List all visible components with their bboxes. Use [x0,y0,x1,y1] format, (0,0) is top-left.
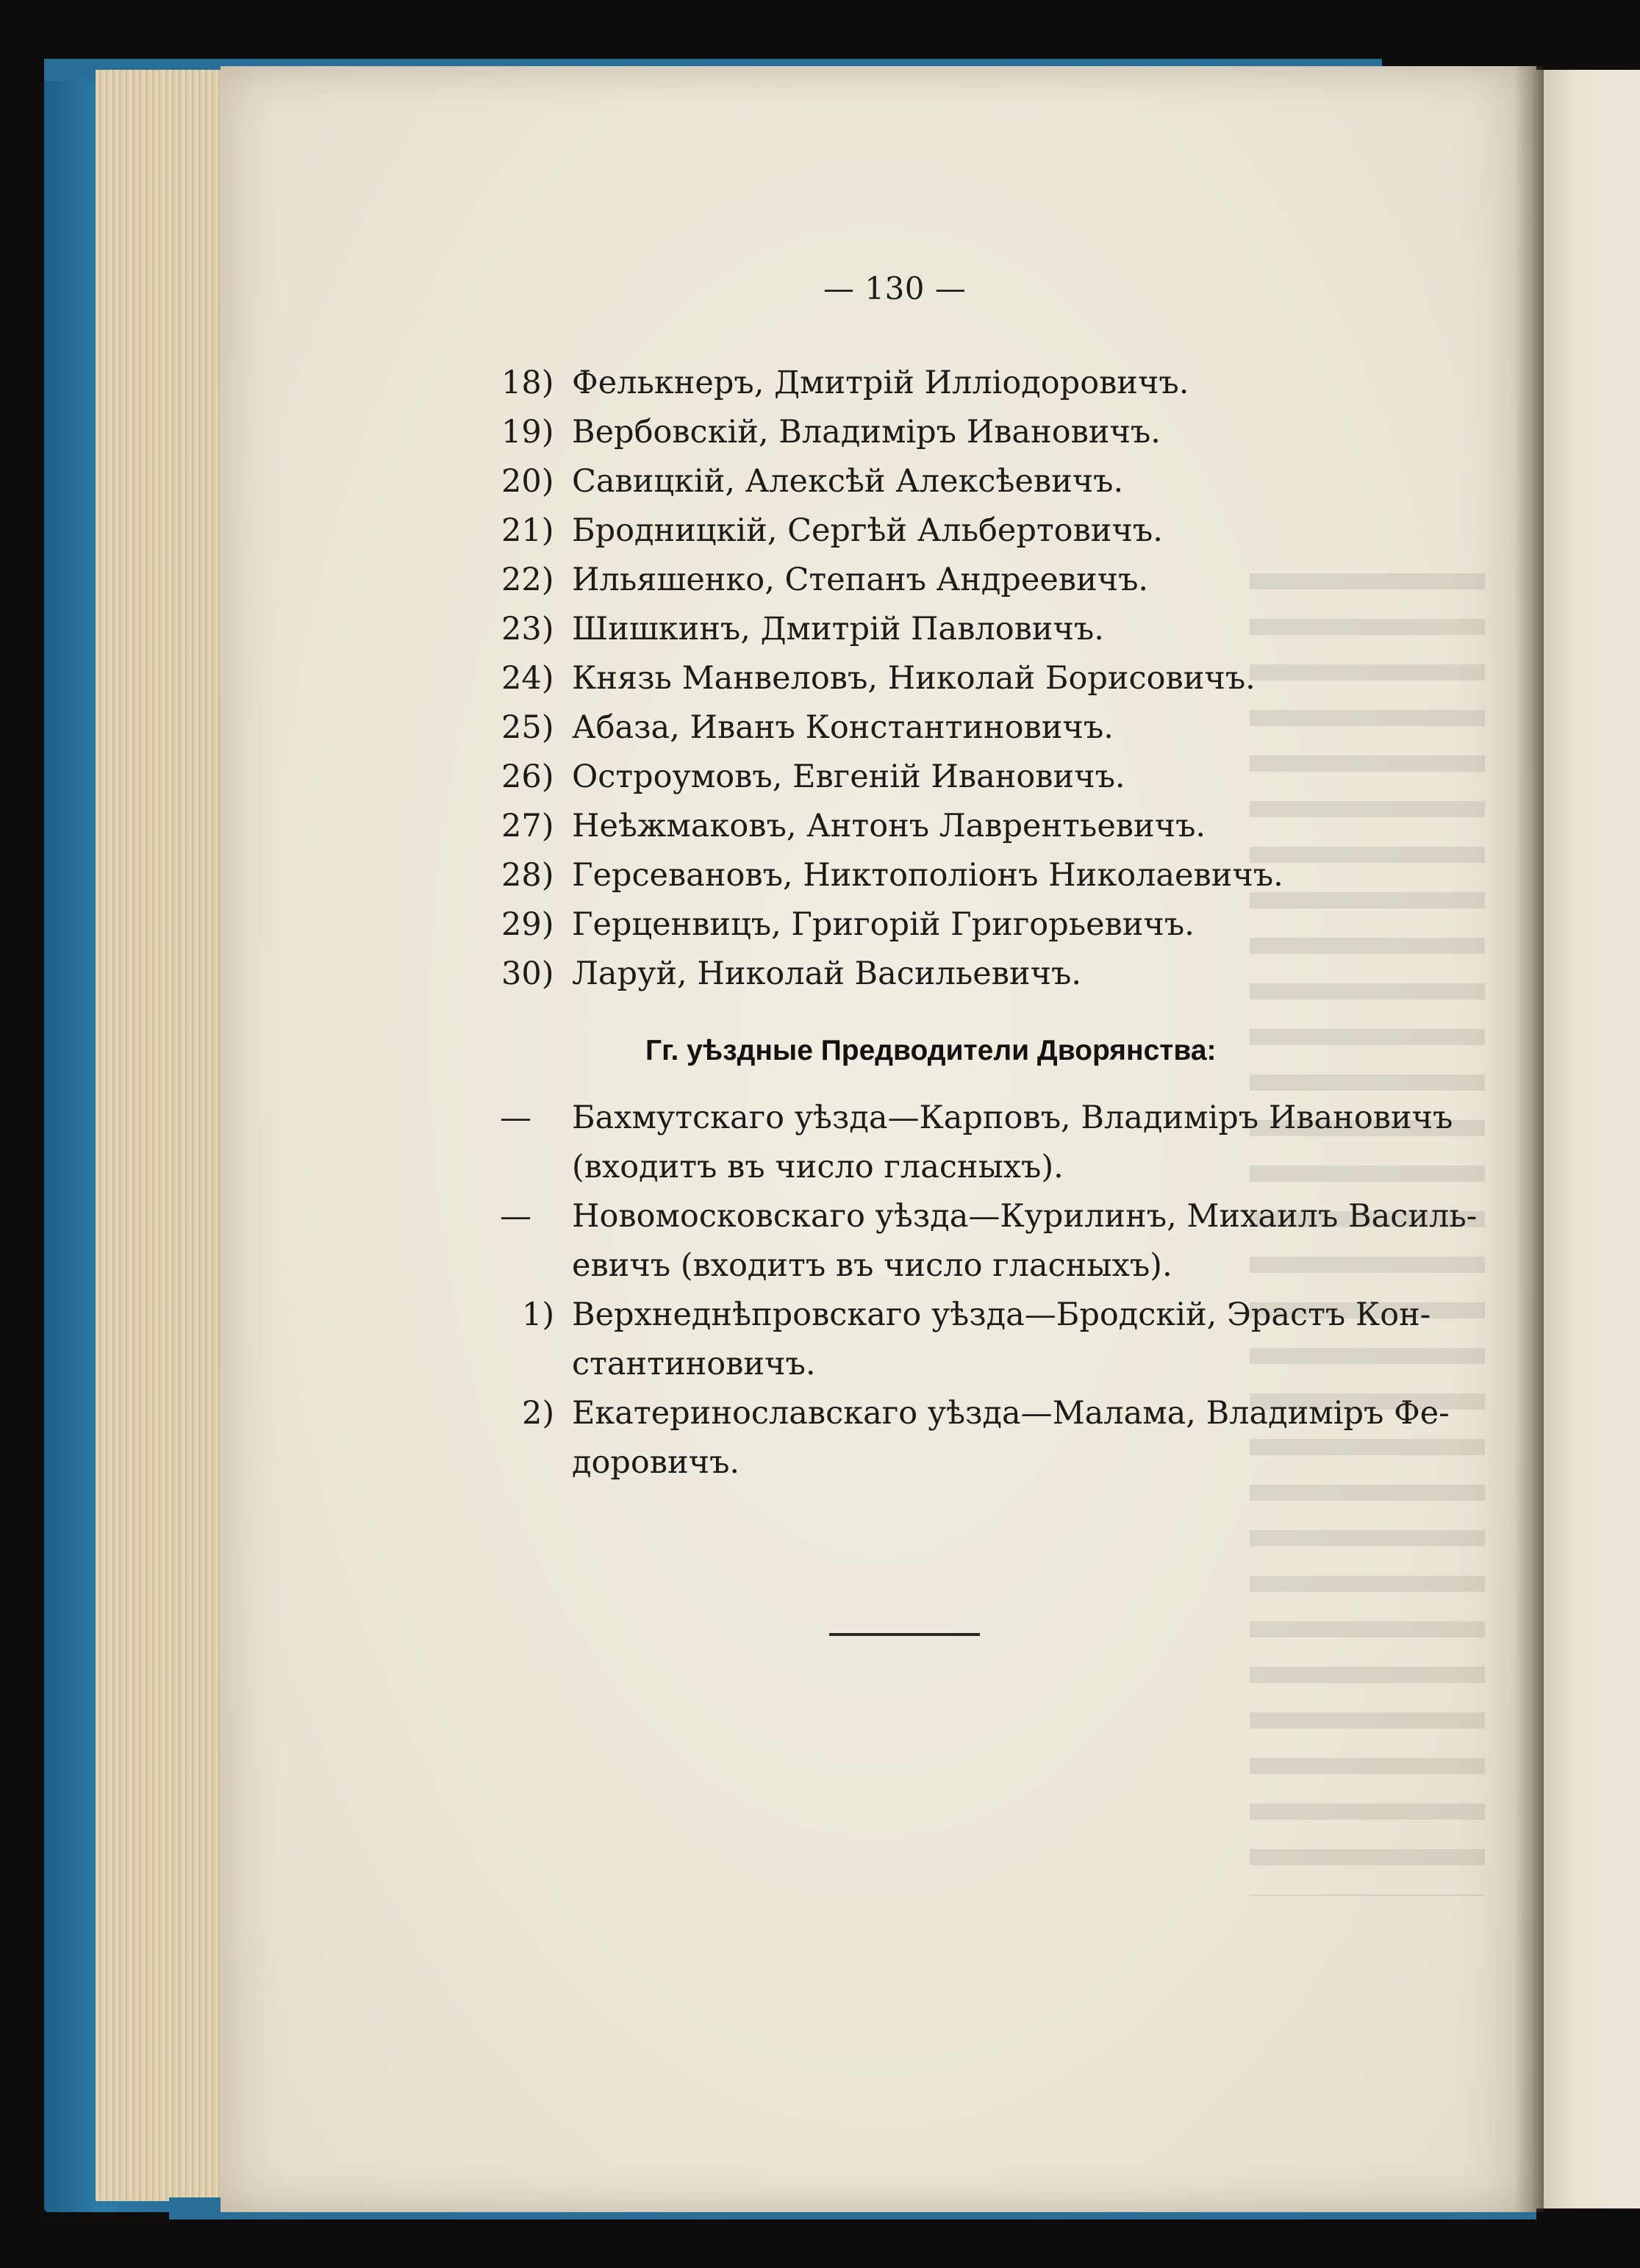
item-marker: — [500,1198,531,1235]
item-text-line: Бахмутскаго уѣзда—Карповъ, Владиміръ Ивановичъ [572,1099,1453,1136]
item-name: Ларуй, Николай Васильевичъ. [572,955,1082,992]
item-name: Абаза, Иванъ Константиновичъ. [572,709,1114,746]
item-number: 27) [501,808,554,844]
item-text-line: (входитъ въ число гласныхъ). [572,1149,1064,1185]
item-text-line: доровичъ. [572,1444,740,1481]
item-text-line: стантиновичъ. [572,1346,816,1382]
item-name: Князь Манвеловъ, Николай Борисовичъ. [572,660,1256,697]
item-name: Савицкій, Алексѣй Алексѣевичъ. [572,463,1124,500]
facing-page-edge [1536,70,1640,2208]
page-stack-edges [96,70,235,2201]
item-number: 26) [501,758,554,795]
item-name: Герценвицъ, Григорій Григорьевичъ. [572,906,1195,943]
item-text-line: евичъ (входитъ въ число гласныхъ). [572,1247,1172,1284]
item-number: 23) [501,611,554,647]
item-marker: 2) [522,1395,555,1432]
reverse-side-show-through [1250,573,1485,1896]
item-number: 29) [501,906,554,943]
item-number: 24) [501,660,554,697]
item-name: Шишкинъ, Дмитрій Павловичъ. [572,611,1104,647]
item-name: Ильяшенко, Степанъ Андреевичъ. [572,561,1149,598]
item-marker: — [500,1099,531,1136]
closing-rule [829,1633,980,1636]
item-number: 30) [501,955,554,992]
item-marker: 1) [522,1296,555,1333]
item-number: 20) [501,463,554,500]
item-name: Герсевановъ, Никтополіонъ Николаевичъ. [572,857,1283,894]
item-number: 28) [501,857,554,894]
section-heading: Гг. уѣздные Предводители Дворянства: [645,1035,1217,1066]
item-number: 25) [501,709,554,746]
item-name: Бродницкій, Сергѣй Альбертовичъ. [572,512,1163,549]
page-gutter-shadow [1514,66,1544,2212]
item-text-line: Новомосковскаго уѣзда—Курилинъ, Михаилъ Василь- [572,1198,1478,1235]
item-name: Неѣжмаковъ, Антонъ Лаврентьевичъ. [572,808,1206,844]
item-text-line: Верхнеднѣпровскаго уѣзда—Бродскій, Эрастъ Кон- [572,1296,1431,1333]
item-number: 19) [501,414,554,451]
item-number: 21) [501,512,554,549]
item-name: Фелькнеръ, Дмитрій Илліодоровичъ. [572,365,1189,401]
page-number: — 130 — [823,270,967,306]
item-name: Остроумовъ, Евгеній Ивановичъ. [572,758,1125,795]
item-name: Вербовскій, Владиміръ Ивановичъ. [572,414,1161,451]
item-number: 18) [501,365,554,401]
item-number: 22) [501,561,554,598]
item-text-line: Екатеринославскаго уѣзда—Малама, Владиміръ Фе- [572,1395,1450,1432]
